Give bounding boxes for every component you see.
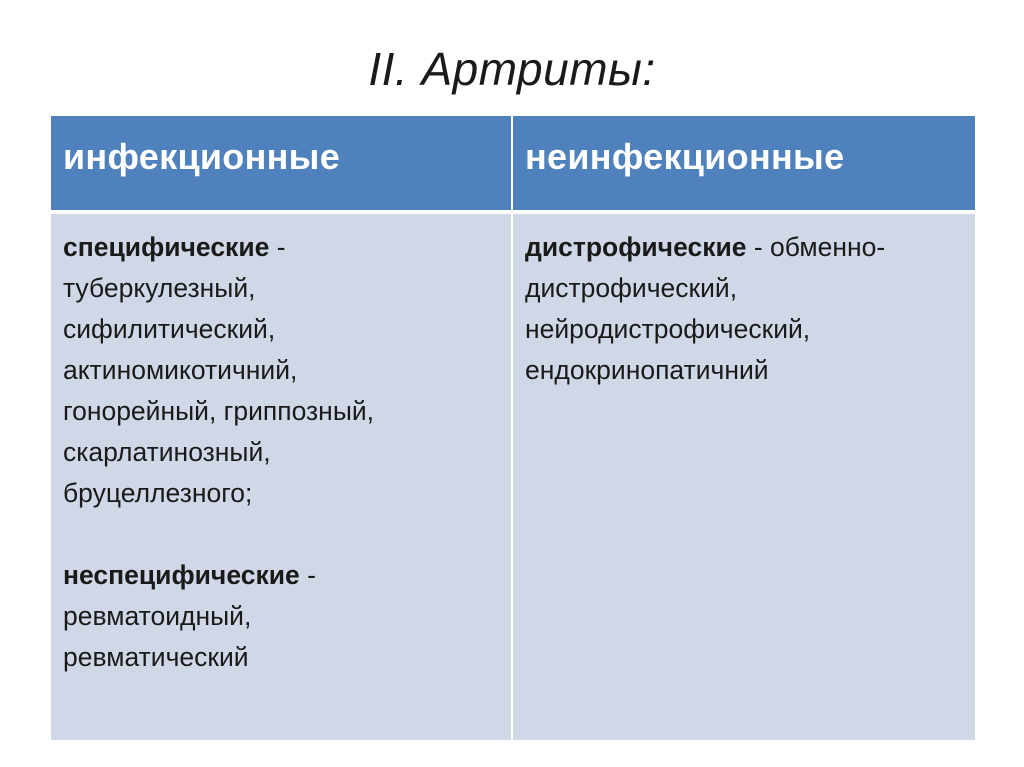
- specific-item: туберкулезный,: [63, 273, 256, 303]
- specific-item: гонорейный, гриппозный,: [63, 396, 375, 426]
- cell-infectious: [51, 214, 513, 740]
- specific-group: [63, 227, 499, 514]
- nonspecific-group: [63, 555, 499, 678]
- arthritis-classification-table: [51, 116, 975, 740]
- specific-item: сифилитический,: [63, 314, 276, 344]
- nonspecific-item: ревматический: [63, 642, 249, 672]
- nonspecific-heading-line: [63, 555, 499, 596]
- dystrophic-heading-line: [525, 227, 963, 268]
- cell-noninfectious: [513, 214, 975, 740]
- nonspecific-item: ревматоидный,: [63, 601, 252, 631]
- specific-item: скарлатинозный,: [63, 437, 271, 467]
- dystrophic-item: дистрофический,: [525, 273, 738, 303]
- header-noninfectious: неинфекционные: [513, 116, 975, 214]
- specific-dash: -: [269, 232, 286, 262]
- dystrophic-rest: - обменно-: [746, 232, 886, 262]
- dystrophic-term: дистрофические: [525, 232, 747, 262]
- specific-heading-line: [63, 227, 499, 268]
- dystrophic-group: [525, 227, 963, 391]
- nonspecific-term: неспецифические: [63, 560, 300, 590]
- specific-term: специфические: [63, 232, 270, 262]
- dystrophic-item: ендокринопатичний: [525, 355, 769, 385]
- nonspecific-dash: -: [299, 560, 316, 590]
- slide-title: II. Артриты:: [368, 43, 656, 95]
- group-spacer: [63, 514, 499, 555]
- specific-item: бруцеллезного;: [63, 478, 253, 508]
- dystrophic-item: нейродистрофический,: [525, 314, 811, 344]
- specific-item: актиномикотичний,: [63, 355, 298, 385]
- header-infectious: инфекционные: [51, 116, 513, 214]
